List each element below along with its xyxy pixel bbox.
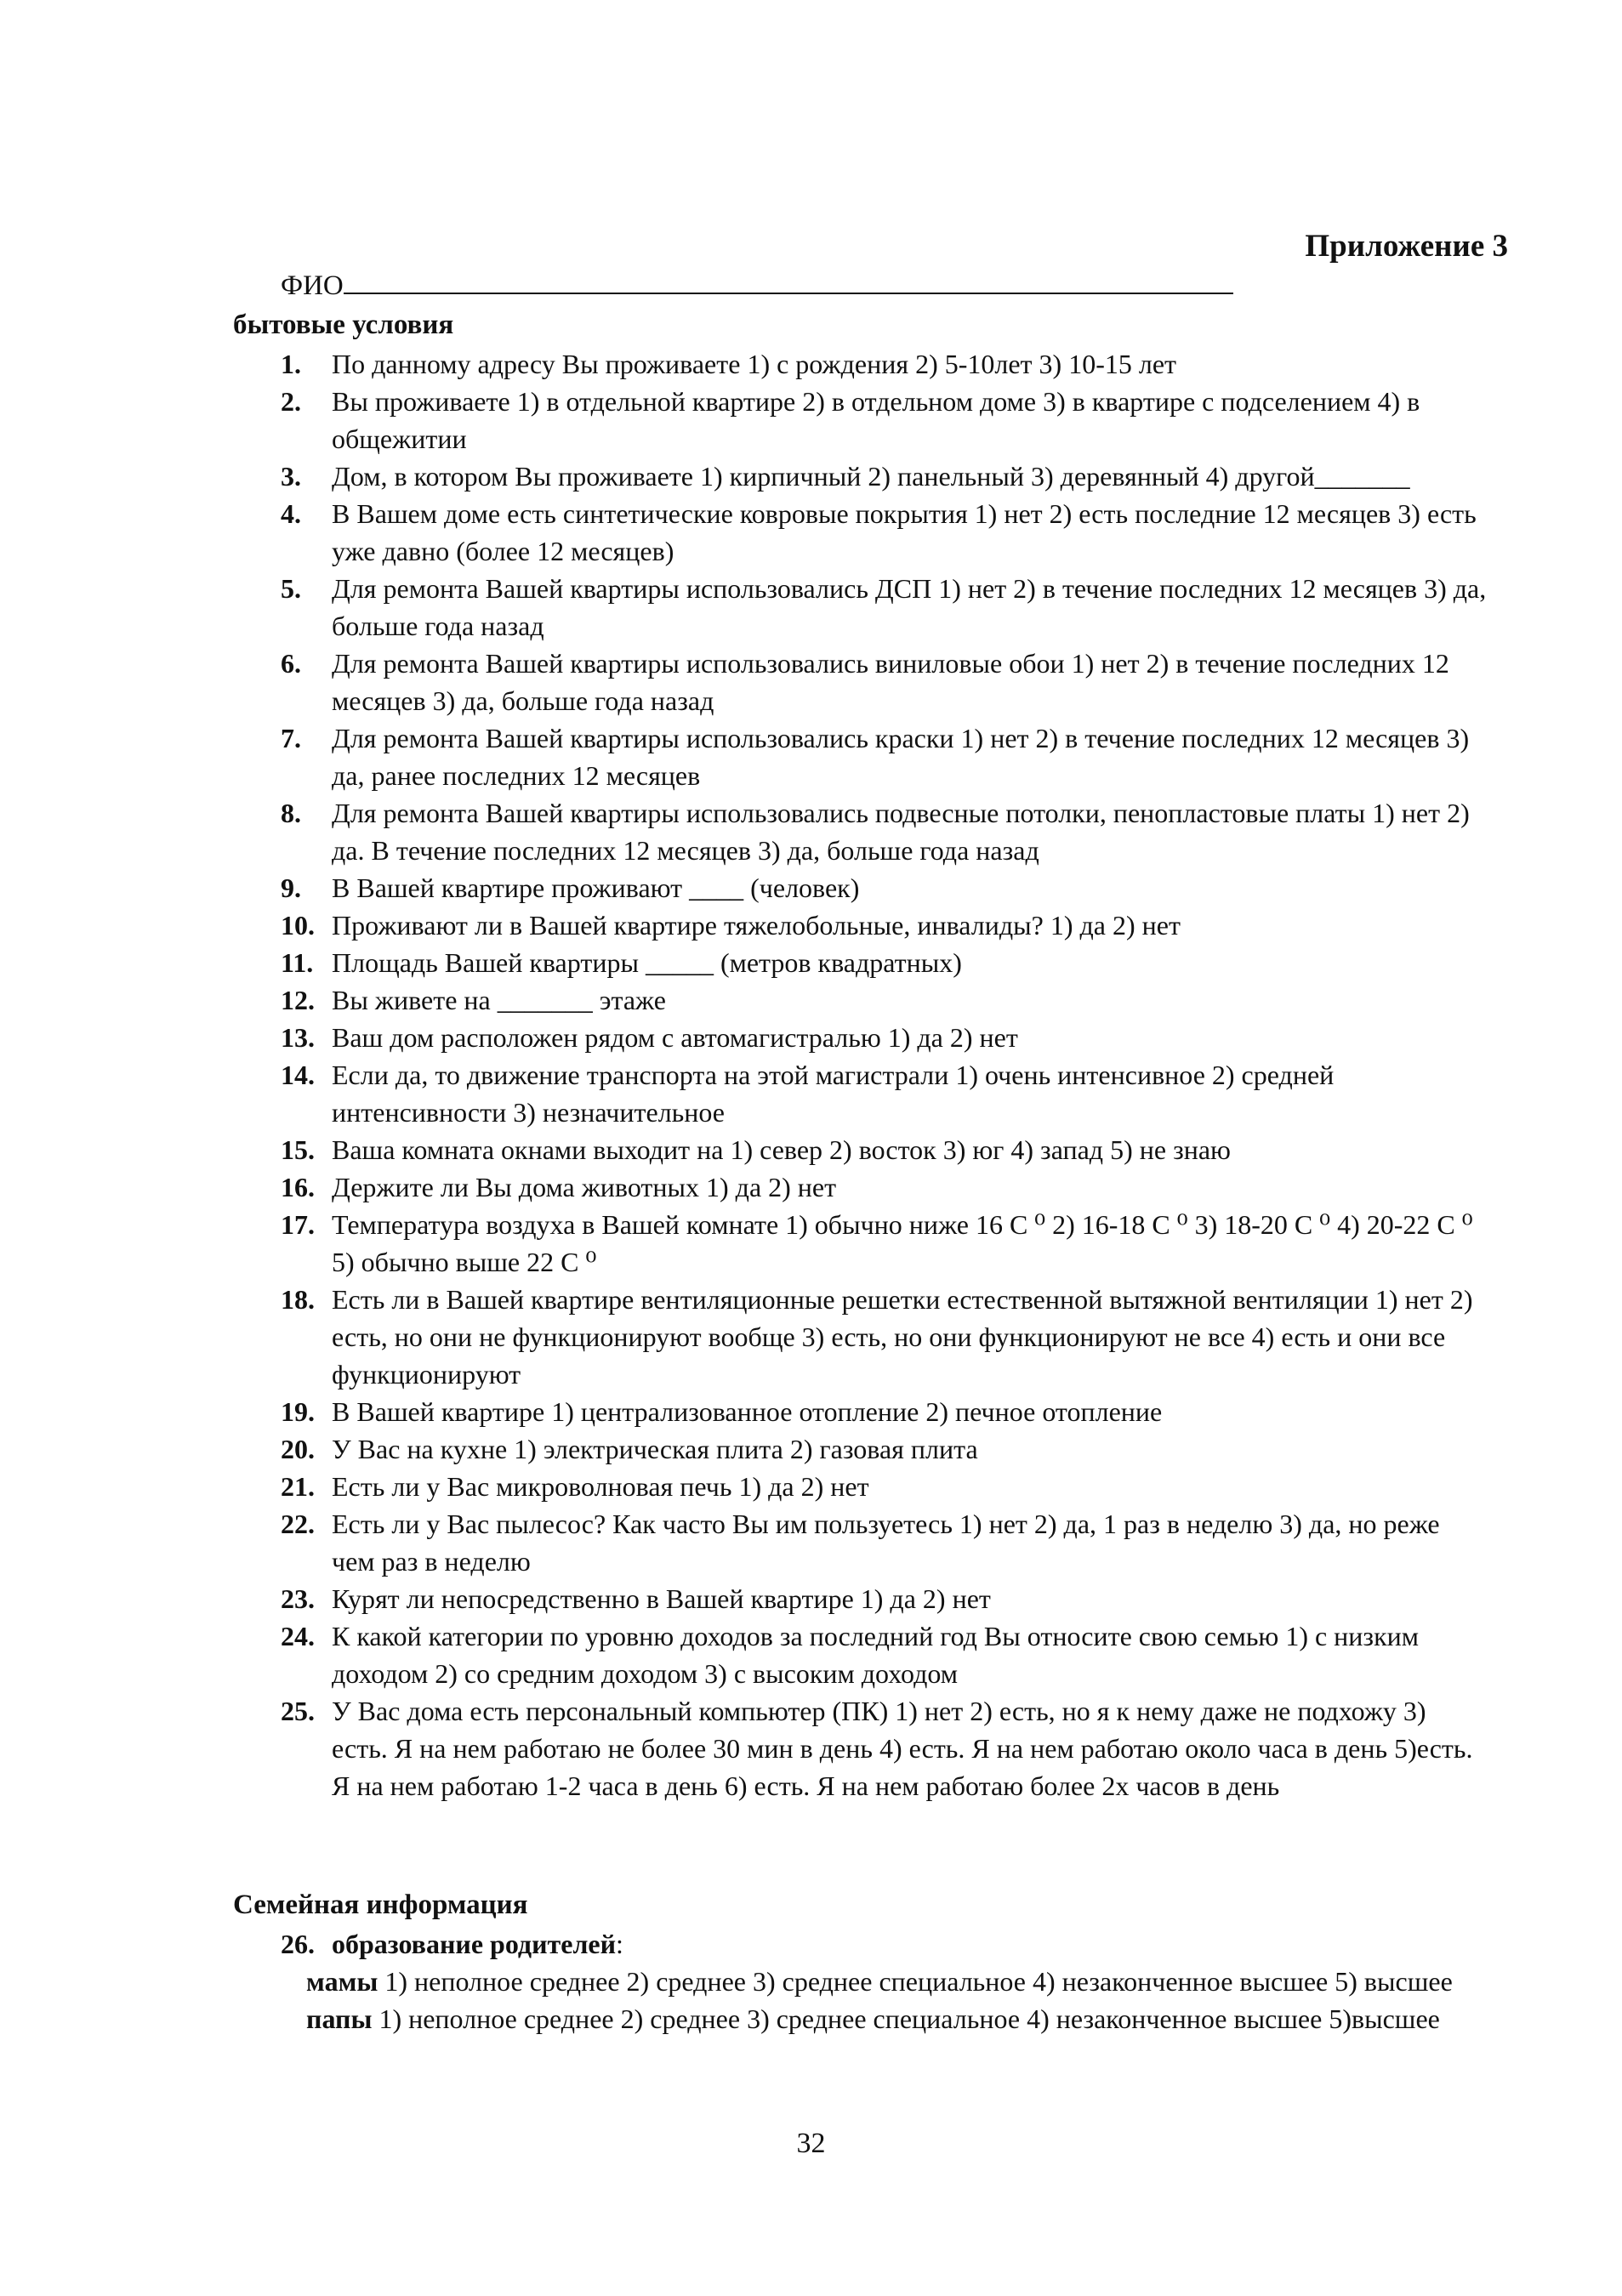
- question-item: [281, 457, 1488, 495]
- question-text: Если да, то движение транспорта на этой магистрали 1) очень интенсивное 2) средней интенсивности 3) незначительное: [332, 1060, 1335, 1128]
- fio-field[interactable]: [281, 269, 1233, 302]
- section-title-family: Семейная информация: [233, 1890, 528, 1920]
- question-number: 1.: [281, 349, 301, 379]
- question-number: 12.: [281, 985, 315, 1015]
- question-item: [281, 1281, 1488, 1393]
- question-text: У Вас дома есть персональный компьютер (ПК) 1) нет 2) есть, но я к нему даже не подхожу 3) есть. Я на нем работаю не более 30 мин в день 4) есть. Я на нем работаю около часа в день 5)есть. Я на нем работаю 1-2 часа в день 6) есть. Я на нем работаю более 2х часов в день: [332, 1696, 1473, 1801]
- question-text: Курят ли непосредственно в Вашей квартире 1) да 2) нет: [332, 1583, 991, 1614]
- question-item: [281, 570, 1488, 645]
- question-item: [281, 719, 1488, 794]
- question-text: Держите ли Вы дома животных 1) да 2) нет: [332, 1172, 837, 1202]
- question-number: 5.: [281, 573, 301, 604]
- father-options: 1) неполное среднее 2) среднее 3) среднее специальное 4) незаконченное высшее 5)высшее: [378, 2003, 1440, 2034]
- question-26-title: образование родителей: [332, 1929, 617, 1959]
- question-number: 26.: [281, 1929, 315, 1959]
- question-number: 3.: [281, 461, 301, 492]
- question-item: [281, 1131, 1488, 1168]
- question-number: 25.: [281, 1696, 315, 1726]
- mother-education-row: [281, 1963, 1488, 2000]
- question-number: 20.: [281, 1434, 315, 1464]
- question-text: У Вас на кухне 1) электрическая плита 2) газовая плита: [332, 1434, 978, 1464]
- question-number: 19.: [281, 1396, 315, 1427]
- question-number: 18.: [281, 1284, 315, 1315]
- question-number: 6.: [281, 648, 301, 679]
- question-number: 21.: [281, 1471, 315, 1502]
- mother-label: мамы: [306, 1966, 378, 1997]
- question-item: [281, 1468, 1488, 1505]
- question-number: 22.: [281, 1509, 315, 1539]
- question-text: Ваш дом расположен рядом с автомагистралью 1) да 2) нет: [332, 1022, 1018, 1053]
- question-text: В Вашем доме есть синтетические ковровые покрытия 1) нет 2) есть последние 12 месяцев 3) есть уже давно (более 12 месяцев): [332, 498, 1477, 566]
- question-text: Температура воздуха в Вашей комнате 1) обычно ниже 16 С ⁰ 2) 16-18 С ⁰ 3) 18-20 С ⁰ 4) 20-22 С ⁰ 5) обычно выше 22 С ⁰: [332, 1209, 1473, 1277]
- question-number: 13.: [281, 1022, 315, 1053]
- question-item: [281, 1206, 1488, 1281]
- question-item: [281, 1617, 1488, 1692]
- question-text: В Вашей квартире 1) централизованное отопление 2) печное отопление: [332, 1396, 1163, 1427]
- question-text: Есть ли в Вашей квартире вентиляционные решетки естественной вытяжной вентиляции 1) нет 2) есть, но они не функционируют вообще 3) есть, но они функционируют не все 4) есть и они все функционируют: [332, 1284, 1473, 1390]
- question-item: [281, 906, 1488, 944]
- question-item: [281, 383, 1488, 457]
- question-text: Вы проживаете 1) в отдельной квартире 2) в отдельном доме 3) в квартире с подселением 4) в общежитии: [332, 386, 1420, 454]
- question-text: Вы живете на _______ этаже: [332, 985, 666, 1015]
- question-text: Для ремонта Вашей квартиры использовались краски 1) нет 2) в течение последних 12 месяцев 3) да, ранее последних 12 месяцев: [332, 723, 1470, 791]
- question-26-title-row: [281, 1925, 1488, 1963]
- father-label: папы: [306, 2003, 373, 2034]
- question-number: 7.: [281, 723, 301, 753]
- question-text: Есть ли у Вас микроволновая печь 1) да 2) нет: [332, 1471, 869, 1502]
- question-number: 10.: [281, 910, 315, 941]
- question-text: Площадь Вашей квартиры _____ (метров квадратных): [332, 947, 962, 978]
- question-26-colon: :: [616, 1929, 623, 1959]
- appendix-title: Приложение 3: [1305, 229, 1508, 264]
- question-item: [281, 794, 1488, 869]
- question-number: 24.: [281, 1621, 315, 1651]
- question-item: [281, 869, 1488, 906]
- question-text: Проживают ли в Вашей квартире тяжелобольные, инвалиды? 1) да 2) нет: [332, 910, 1181, 941]
- fio-label: ФИО: [281, 270, 344, 301]
- question-text: К какой категории по уровню доходов за последний год Вы относите свою семью 1) с низким доходом 2) со средним доходом 3) с высоким доходом: [332, 1621, 1419, 1689]
- question-item: [281, 1168, 1488, 1206]
- question-number: 16.: [281, 1172, 315, 1202]
- question-number: 23.: [281, 1583, 315, 1614]
- question-26: [281, 1925, 1488, 2037]
- question-item: [281, 1580, 1488, 1617]
- question-text: В Вашей квартире проживают ____ (человек): [332, 872, 860, 903]
- question-text: Есть ли у Вас пылесос? Как часто Вы им пользуетесь 1) нет 2) да, 1 раз в неделю 3) да, но реже чем раз в неделю: [332, 1509, 1440, 1577]
- father-education-row: [281, 2000, 1488, 2037]
- question-item: [281, 1505, 1488, 1580]
- question-number: 11.: [281, 947, 314, 978]
- question-item: [281, 1019, 1488, 1056]
- question-number: 8.: [281, 798, 301, 828]
- question-item: [281, 645, 1488, 719]
- page-number: 32: [796, 2128, 826, 2159]
- question-text: Дом, в котором Вы проживаете 1) кирпичный 2) панельный 3) деревянный 4) другой_______: [332, 461, 1410, 492]
- question-item: [281, 1430, 1488, 1468]
- question-number: 14.: [281, 1060, 315, 1090]
- question-item: [281, 981, 1488, 1019]
- mother-options: 1) неполное среднее 2) среднее 3) среднее специальное 4) незаконченное высшее 5) высшее: [384, 1966, 1453, 1997]
- question-text: Для ремонта Вашей квартиры использовались ДСП 1) нет 2) в течение последних 12 месяцев 3) да, больше года назад: [332, 573, 1487, 641]
- question-item: [281, 1393, 1488, 1430]
- question-text: Для ремонта Вашей квартиры использовались виниловые обои 1) нет 2) в течение последних 12 месяцев 3) да, больше года назад: [332, 648, 1449, 716]
- question-item: [281, 1056, 1488, 1131]
- question-number: 4.: [281, 498, 301, 529]
- question-item: [281, 495, 1488, 570]
- question-number: 15.: [281, 1134, 315, 1165]
- question-number: 17.: [281, 1209, 315, 1240]
- question-text: Для ремонта Вашей квартиры использовались подвесные потолки, пенопластовые платы 1) нет 2) да. В течение последних 12 месяцев 3) да, больше года назад: [332, 798, 1470, 866]
- question-number: 2.: [281, 386, 301, 417]
- question-text: Ваша комната окнами выходит на 1) север 2) восток 3) юг 4) запад 5) не знаю: [332, 1134, 1231, 1165]
- questions-list: [281, 345, 1488, 1804]
- question-item: [281, 1692, 1488, 1804]
- fio-blank-line[interactable]: [344, 269, 1233, 294]
- question-text: По данному адресу Вы проживаете 1) с рождения 2) 5-10лет 3) 10-15 лет: [332, 349, 1176, 379]
- question-item: [281, 345, 1488, 383]
- section-title-living: бытовые условия: [233, 310, 454, 340]
- question-number: 9.: [281, 872, 301, 903]
- question-item: [281, 944, 1488, 981]
